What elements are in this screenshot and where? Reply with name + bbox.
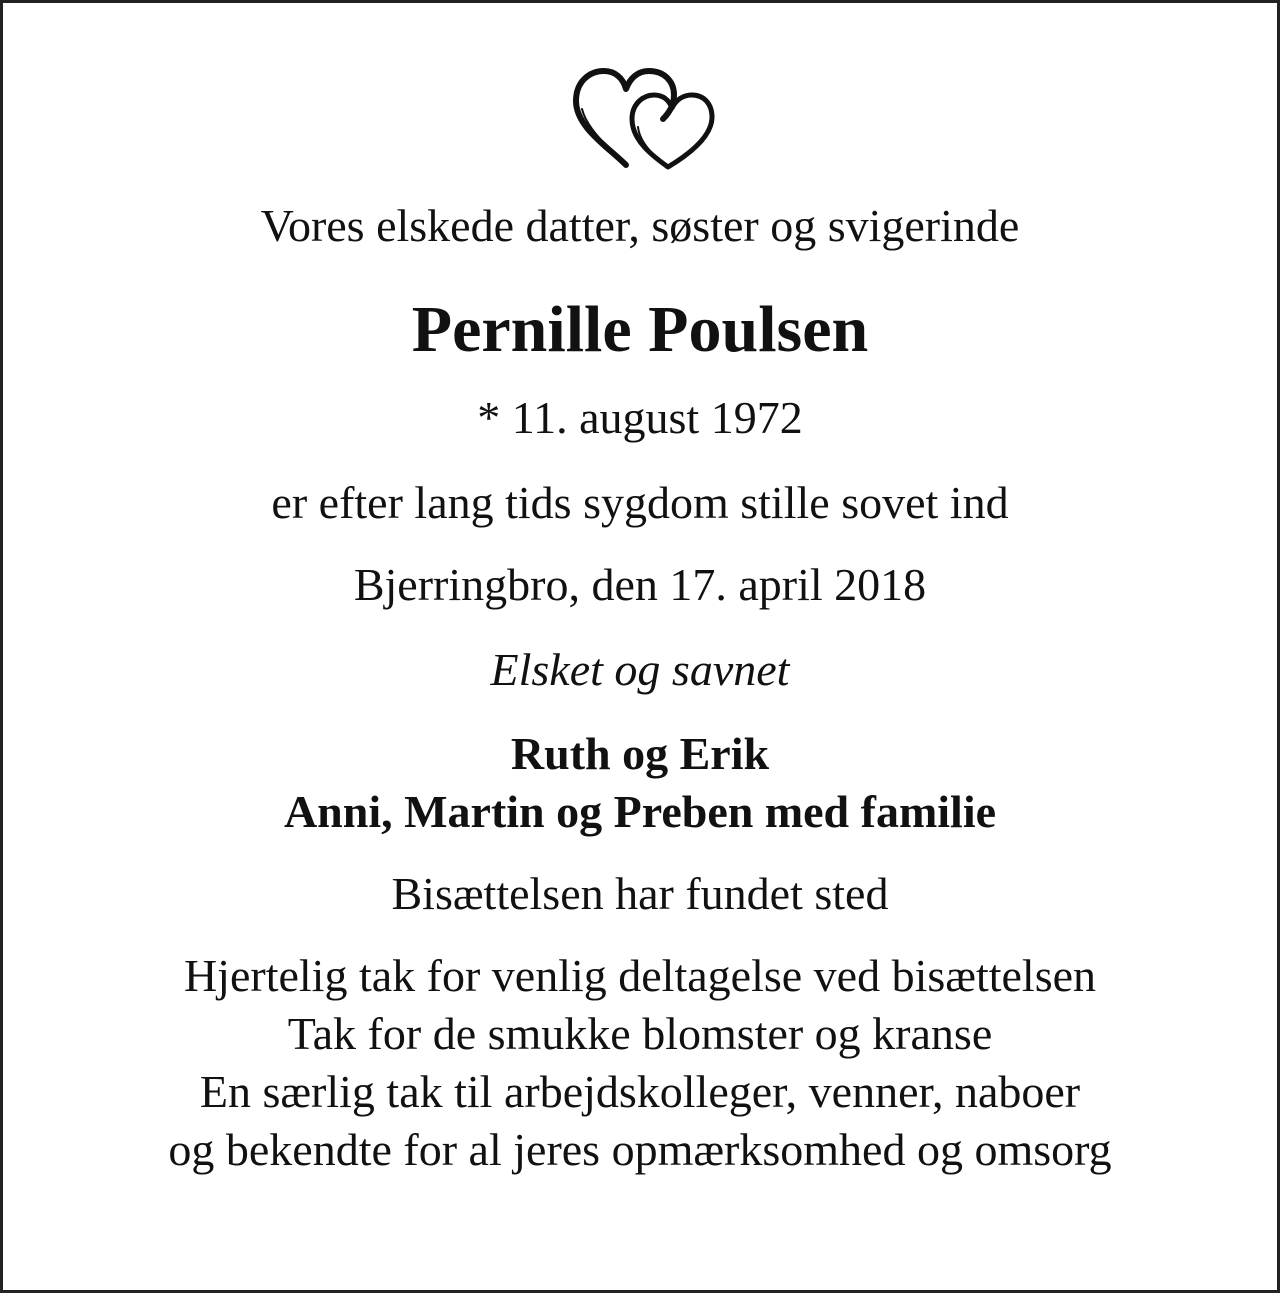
two-hearts-icon [568,65,718,173]
motto-line: Elsket og savnet [490,644,790,695]
deceased-name: Pernille Poulsen [411,293,869,366]
survivors-block [23,725,1257,841]
thanks-line: En særlig tak til arbejdskolleger, venner, naboer [199,1066,1081,1117]
intro-line: Vores elskede datter, søster og svigerinde [260,200,1020,251]
birth-date: * 11. august 1972 [477,392,803,443]
thanks-line: Hjertelig tak for venlig deltagelse ved bisættelsen [183,950,1097,1001]
place-and-date: Bjerringbro, den 17. april 2018 [353,559,927,610]
survivors-line: Ruth og Erik [510,728,770,779]
survivors-line: Anni, Martin og Preben med familie [283,786,997,837]
passing-line: er efter lang tids sygdom stille sovet ind [271,477,1009,528]
thanks-block [23,947,1257,1179]
thanks-line: og bekendte for al jeres opmærksomhed og omsorg [168,1124,1112,1175]
funeral-line: Bisættelsen har fundet sted [391,868,889,919]
thanks-line: Tak for de smukke blomster og kranse [287,1008,993,1059]
